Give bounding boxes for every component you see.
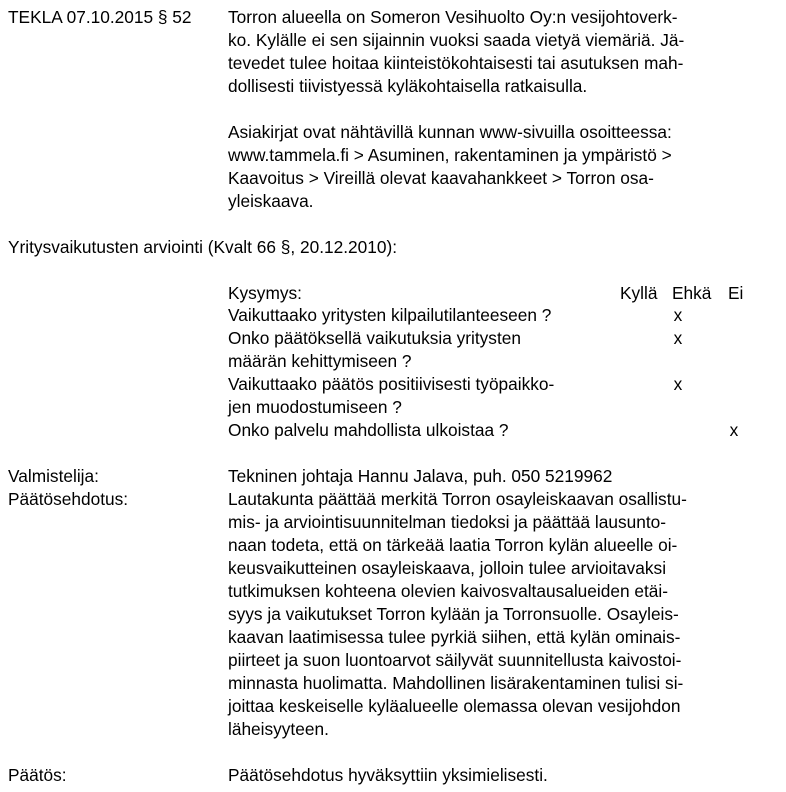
table-row-question: Onko palvelu mahdollista ulkoistaa ? [228, 420, 509, 440]
proposal-line: joittaa keskeiselle kyläalueelle olemassa olevan vesijohdon [228, 696, 681, 716]
table-header-no: Ei [728, 283, 744, 303]
table-header-yes: Kyllä [620, 283, 658, 303]
proposal-line: kaavan laatimisessa tulee pyrkiä siihen, että kylän ominais- [228, 627, 681, 647]
proposal-line: läheisyyteen. [228, 719, 329, 739]
table-row-question: Vaikuttaako päätös positiivisesti työpaikko- [228, 374, 555, 394]
table-header-maybe: Ehkä [672, 283, 712, 303]
documents-line: Kaavoitus > Vireillä olevat kaavahankkeet > Torron osa- [228, 168, 654, 188]
preparer-label: Valmistelija: [8, 466, 99, 486]
decision-value: Päätösehdotus hyväksyttiin yksimielisesti. [228, 765, 548, 785]
table-row-maybe-mark: x [673, 305, 683, 325]
section-reference: TEKLA 07.10.2015 § 52 [8, 7, 192, 27]
table-row-question: Onko päätöksellä vaikutuksia yritysten [228, 328, 521, 348]
proposal-line: naan todeta, että on tärkeää laatia Torron kylän alueelle oi- [228, 535, 678, 555]
table-row-maybe-mark: x [673, 374, 683, 394]
table-row-maybe-mark: x [673, 328, 683, 348]
proposal-line: mis- ja arviointisuunnitelman tiedoksi ja päättää lausunto- [228, 512, 667, 532]
documents-line: Asiakirjat ovat nähtävillä kunnan www-sivuilla osoitteessa: [228, 122, 672, 142]
proposal-line: tutkimuksen kohteena olevien kaivosvaltausalueiden etäi- [228, 581, 668, 601]
assessment-heading: Yritysvaikutusten arviointi (Kvalt 66 §, 20.12.2010): [8, 237, 398, 257]
header-line: ko. Kylälle ei sen sijainnin vuoksi saada vietyä viemäriä. Jä- [228, 30, 685, 50]
table-row-question: määrän kehittymiseen ? [228, 351, 412, 371]
header-line: tevedet tulee hoitaa kiinteistökohtaisesti tai asutuksen mah- [228, 53, 684, 73]
proposal-line: minnasta huolimatta. Mahdollinen lisärakentaminen tulisi si- [228, 673, 684, 693]
proposal-line: Lautakunta päättää merkitä Torron osayleiskaavan osallistu- [228, 489, 687, 509]
documents-line: yleiskaava. [228, 191, 314, 211]
table-row-question: Vaikuttaako yritysten kilpailutilanteeseen ? [228, 305, 552, 325]
preparer-value: Tekninen johtaja Hannu Jalava, puh. 050 5219962 [228, 466, 613, 486]
table-header-question: Kysymys: [228, 283, 302, 303]
proposal-line: keusvaikutteinen osayleiskaava, jolloin tulee arvioitavaksi [228, 558, 667, 578]
header-line: dollisesti tiivistyessä kyläkohtaisella ratkaisulla. [228, 76, 588, 96]
proposal-label: Päätösehdotus: [8, 489, 129, 509]
table-row-no-mark: x [729, 420, 739, 440]
documents-line: www.tammela.fi > Asuminen, rakentaminen ja ympäristö > [228, 145, 672, 165]
proposal-line: piirteet ja suon luontoarvot säilyvät suunnitellusta kaivostoi- [228, 650, 682, 670]
proposal-line: syys ja vaikutukset Torron kylään ja Torronsuolle. Osayleis- [228, 604, 679, 624]
decision-label: Päätös: [8, 765, 67, 785]
table-row-question: jen muodostumiseen ? [228, 397, 402, 417]
header-line: Torron alueella on Someron Vesihuolto Oy:n vesijohtoverk- [228, 7, 678, 27]
